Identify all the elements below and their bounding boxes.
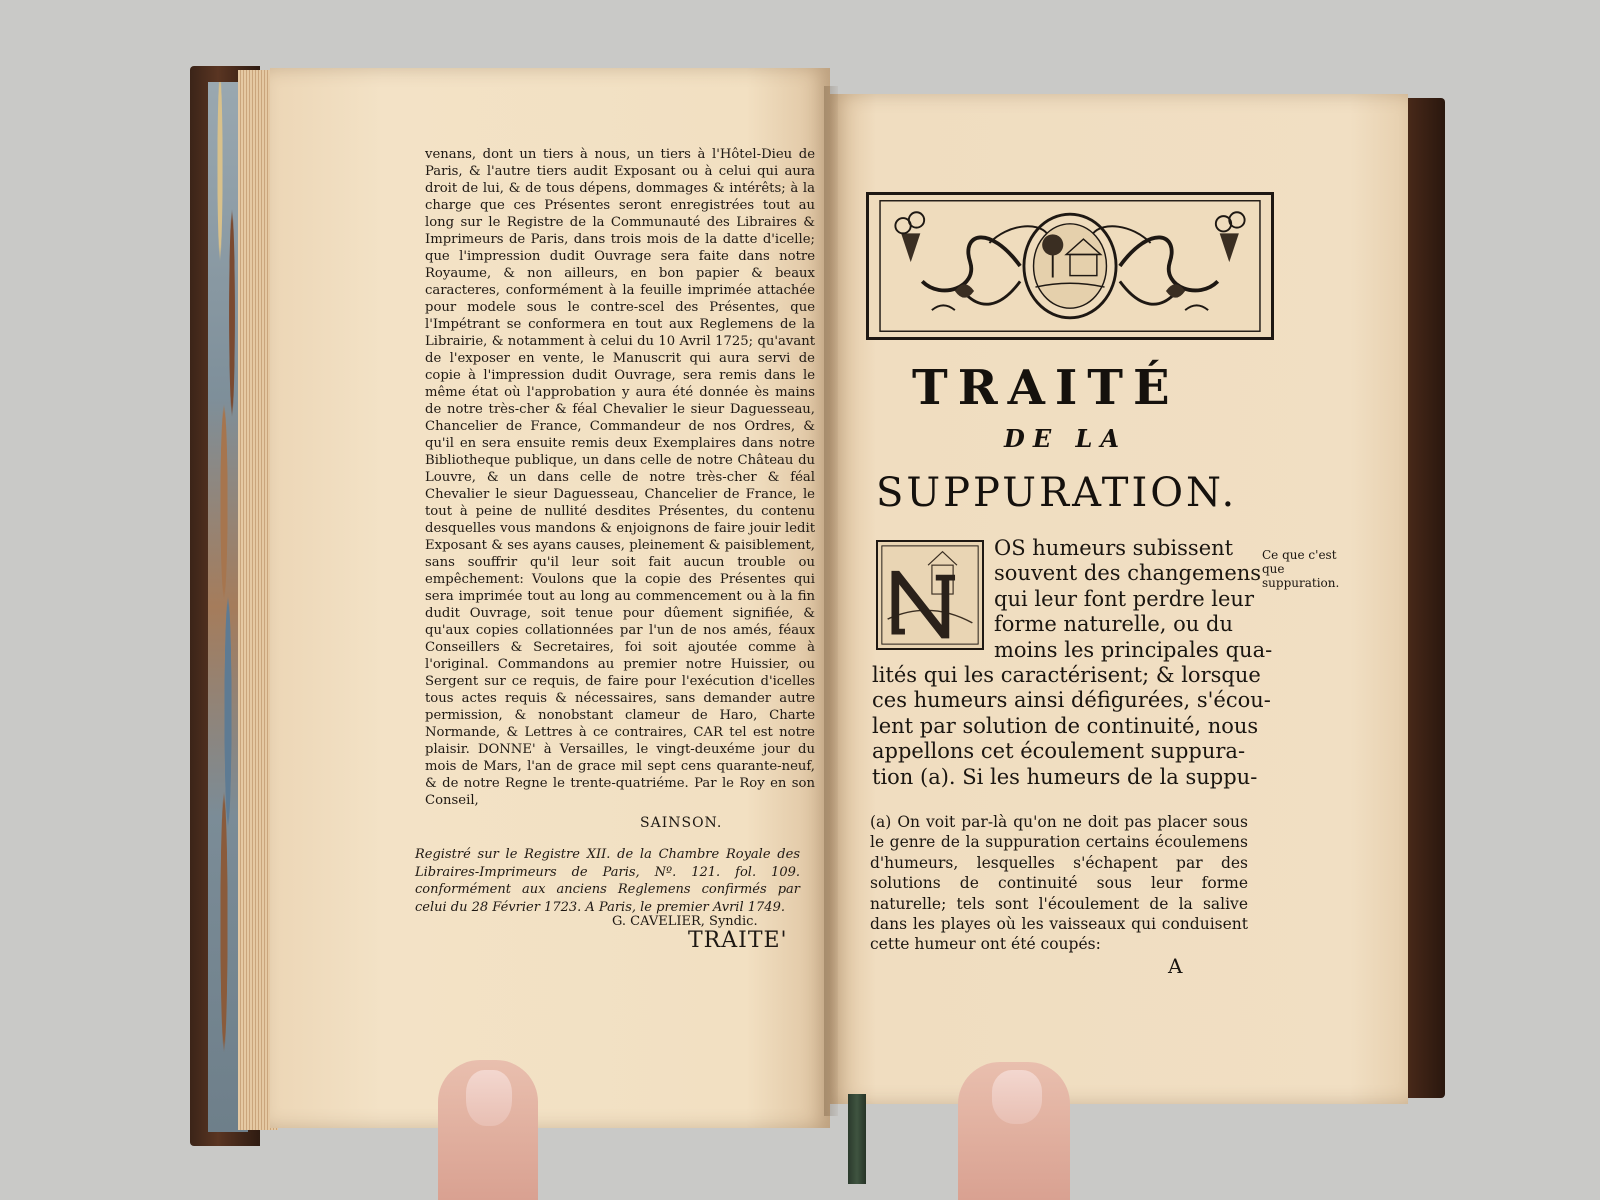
body-line: appellons cet écoulement suppura- xyxy=(872,739,1246,764)
signature-mark: A xyxy=(1168,954,1183,978)
body-line: tion (a). Si les humeurs de la suppu- xyxy=(872,764,1258,789)
ornament-illustration xyxy=(869,195,1271,337)
headpiece-ornament xyxy=(866,192,1274,340)
right-thumbnail xyxy=(992,1070,1042,1124)
body-line: moins les principales qua- xyxy=(994,637,1273,662)
privilege-text xyxy=(425,146,815,809)
catchword: TRAITE' xyxy=(688,928,788,953)
body-line: lent par solution de continuité, nous xyxy=(872,713,1259,738)
body-line: souvent des changemens xyxy=(994,561,1262,586)
right-thumb xyxy=(958,1062,1070,1200)
chapter-title: TRAITÉ xyxy=(912,360,1180,416)
left-thumbnail xyxy=(466,1070,512,1126)
bookmark-ribbon xyxy=(848,1094,866,1184)
chapter-title-connector: DE LA xyxy=(1004,424,1127,453)
footnote: (a) On voit par-là qu'on ne doit pas placer sous le genre de la suppuration certains écoulemens d'humeurs, lesquelles s'échapent par des solutions de continuité sous leur forme naturelle; tels sont l'écoulement de la salive dans les playes où les vaisseaux qui conduisent cette humeur ont été coupés: xyxy=(870,813,1248,954)
chapter-body xyxy=(872,536,1273,790)
registre-note: Registré sur le Registre XII. de la Chambre Royale des Libraires-Imprimeurs de Paris, Nº. 121. fol. 109. conformément aux anciens Reglemens confirmés par celui du 28 Février 1723. A Paris, le premier Avril 1749. xyxy=(415,847,800,915)
margin-note: Ce que c'est que suppuration. xyxy=(1262,548,1340,590)
body-line: OS humeurs subissent xyxy=(994,536,1234,560)
syndic-signature: G. CAVELIER, Syndic. xyxy=(612,914,758,929)
body-line: qui leur font perdre leur xyxy=(994,586,1254,611)
cover-right xyxy=(1405,98,1445,1098)
privilege-paragraph: venans, dont un tiers à nous, un tiers à l'Hôtel-Dieu de Paris, & l'autre tiers audit Exposant ou à celui qui aura droit de lui, & de tous dépens, dommages & intérêts; à la charge que ces Présentes seront enregistrées tout au long sur le Registre de la Communauté des Libraires & Imprimeurs de Paris, dans trois mois de la datte d'icelle; que l'impression dudit Ouvrage sera faite dans notre Royaume, & non ailleurs, en bon papier & beaux caracteres, conformément à la feuille imprimée attachée pour modele sous le contre-scel des Présentes, que l'Impétrant se conformera en tout aux Reglemens de la Librairie, & notamment à celui du 10 Avril 1725; qu'avant de l'exposer en vente, le Manuscrit qui aura servi de copie à l'impression dudit Ouvrage, sera remis dans le même état où l'approbation y aura été donnée ès mains de notre très-cher & féal Chevalier le sieur Daguesseau, Chancelier de France, Commandeur de nos Ordres, & qu'il en sera ensuite remis deux Exemplaires dans notre Bibliotheque publique, un dans celle de notre Château du Louvre, & un dans celle de notre très-cher & féal Chevalier le sieur Daguesseau, Chancelier de France, le tout à peine de nullité desdites Présentes, du contenu desquelles vous mandons & enjoignons de faire jouir ledit Exposant & ses ayans causes, pleinement & paisiblement, sans souffrir qu'il leur soit fait aucun trouble ou empêchement: Voulons que la copie des Présentes qui sera imprimée tout au long au commencement ou à la fin dudit Ouvrage, soit tenue pour dûement signifiée, & qu'aux copies collationnées par l'un de nos amés, féaux Conseillers & Secretaires, foi soit ajoutée comme à l'original. Commandons au premier notre Huissier, ou Sergent sur ce requis, de faire pour l'exécution d'icelles tous actes requis & nécessaires, sans demander autre permission, & nonobstant clameur de Haro, Charte Normande, & Lettres à ce contraires, CAR tel est notre plaisir. DONNE' à Versailles, le vingt-deuxéme jour du mois de Mars, l'an de grace mil sept cens quarante-neuf, & de notre Regne le trente-quatriéme. Par le Roy en son Conseil, xyxy=(425,147,815,808)
sainson-signature: SAINSON. xyxy=(640,815,723,831)
body-line: lités qui les caractérisent; & lorsque xyxy=(872,663,1261,688)
body-line: ces humeurs ainsi défigurées, s'écou- xyxy=(872,688,1271,713)
body-line: forme naturelle, ou du xyxy=(994,612,1233,637)
gutter-shadow xyxy=(824,86,838,1116)
chapter-subject: SUPPURATION. xyxy=(876,470,1238,516)
left-thumb xyxy=(438,1060,538,1200)
